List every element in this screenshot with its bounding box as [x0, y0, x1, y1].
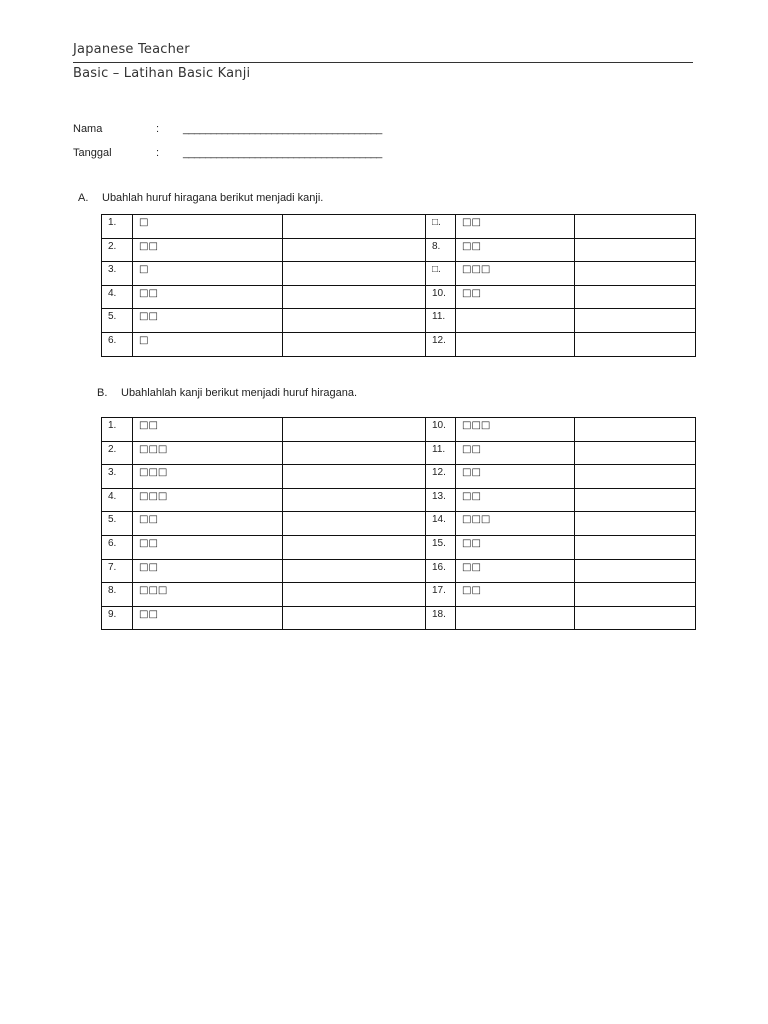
- section-a-instruction: [78, 192, 323, 204]
- item-number: 6.: [102, 332, 133, 356]
- item-number: 13.: [426, 488, 456, 512]
- answer-cell[interactable]: [575, 309, 696, 333]
- item-prompt: □□: [456, 465, 575, 489]
- item-number: 9.: [102, 606, 133, 630]
- item-number: 8.: [426, 238, 456, 262]
- item-number: 10.: [426, 285, 456, 309]
- item-prompt: □□: [456, 215, 575, 239]
- date-colon: :: [156, 147, 160, 159]
- item-prompt: □□: [456, 238, 575, 262]
- table-row: [102, 262, 696, 286]
- answer-cell[interactable]: [575, 535, 696, 559]
- table-row: [102, 332, 696, 356]
- item-number: 10.: [426, 418, 456, 442]
- table-row: [102, 215, 696, 239]
- section-a-letter: A.: [78, 192, 89, 204]
- item-prompt: □□□: [456, 262, 575, 286]
- item-prompt: □: [133, 332, 283, 356]
- answer-cell[interactable]: [575, 418, 696, 442]
- answer-cell[interactable]: [283, 285, 426, 309]
- item-prompt: □□: [456, 488, 575, 512]
- name-colon: :: [156, 123, 160, 135]
- item-number: 14.: [426, 512, 456, 536]
- answer-cell[interactable]: [575, 583, 696, 607]
- answer-cell[interactable]: [283, 262, 426, 286]
- section-b-text: Ubahlahlah kanji berikut menjadi huruf hiragana.: [121, 387, 358, 399]
- answer-cell[interactable]: [575, 285, 696, 309]
- document-title: Japanese Teacher: [73, 42, 190, 57]
- item-prompt: □□: [456, 583, 575, 607]
- section-b-letter: B.: [97, 387, 108, 399]
- answer-cell[interactable]: [283, 332, 426, 356]
- item-prompt: [456, 332, 575, 356]
- answer-cell[interactable]: [283, 512, 426, 536]
- answer-cell[interactable]: [283, 465, 426, 489]
- answer-cell[interactable]: [283, 606, 426, 630]
- answer-cell[interactable]: [283, 238, 426, 262]
- item-number: 11.: [426, 309, 456, 333]
- answer-cell[interactable]: [283, 215, 426, 239]
- item-number: 3.: [102, 262, 133, 286]
- item-number: □.: [426, 262, 456, 286]
- item-prompt: □□: [133, 559, 283, 583]
- table-row: [102, 535, 696, 559]
- table-row: [102, 512, 696, 536]
- answer-cell[interactable]: [283, 488, 426, 512]
- answer-cell[interactable]: [575, 262, 696, 286]
- item-number: 12.: [426, 332, 456, 356]
- item-number: 4.: [102, 488, 133, 512]
- item-prompt: □: [133, 262, 283, 286]
- table-row: [102, 465, 696, 489]
- answer-cell[interactable]: [575, 215, 696, 239]
- answer-cell[interactable]: [283, 535, 426, 559]
- item-prompt: □□: [133, 606, 283, 630]
- item-number: 3.: [102, 465, 133, 489]
- date-blank-line[interactable]: ____________________________________: [183, 147, 382, 159]
- item-prompt: [456, 309, 575, 333]
- item-prompt: □□: [133, 418, 283, 442]
- table-row: [102, 606, 696, 630]
- item-prompt: □□: [133, 309, 283, 333]
- item-number: 1.: [102, 418, 133, 442]
- item-number: 7.: [102, 559, 133, 583]
- item-number: 2.: [102, 441, 133, 465]
- item-prompt: □□: [456, 535, 575, 559]
- item-number: 18.: [426, 606, 456, 630]
- item-number: 15.: [426, 535, 456, 559]
- item-number: 1.: [102, 215, 133, 239]
- document-subtitle: Basic – Latihan Basic Kanji: [73, 66, 251, 81]
- item-number: 8.: [102, 583, 133, 607]
- section-b-instruction: [97, 387, 357, 399]
- answer-cell[interactable]: [283, 418, 426, 442]
- item-number: 4.: [102, 285, 133, 309]
- item-number: 11.: [426, 441, 456, 465]
- item-prompt: □□□: [133, 465, 283, 489]
- section-b-table: [101, 417, 696, 630]
- table-row: [102, 309, 696, 333]
- item-prompt: □: [133, 215, 283, 239]
- answer-cell[interactable]: [283, 559, 426, 583]
- item-number: 2.: [102, 238, 133, 262]
- item-prompt: [456, 606, 575, 630]
- table-row: [102, 488, 696, 512]
- item-prompt: □□□: [456, 512, 575, 536]
- answer-cell[interactable]: [575, 606, 696, 630]
- answer-cell[interactable]: [575, 488, 696, 512]
- section-a-text: Ubahlah huruf hiragana berikut menjadi kanji.: [102, 192, 324, 204]
- section-a-table: [101, 214, 696, 357]
- answer-cell[interactable]: [283, 583, 426, 607]
- item-prompt: □□□: [133, 488, 283, 512]
- answer-cell[interactable]: [575, 465, 696, 489]
- answer-cell[interactable]: [575, 332, 696, 356]
- item-prompt: □□□: [456, 418, 575, 442]
- item-number: 16.: [426, 559, 456, 583]
- table-row: [102, 238, 696, 262]
- item-prompt: □□: [456, 441, 575, 465]
- item-number: 12.: [426, 465, 456, 489]
- header-divider: [73, 62, 693, 63]
- table-row: [102, 285, 696, 309]
- item-number: 5.: [102, 512, 133, 536]
- item-prompt: □□: [456, 285, 575, 309]
- item-prompt: □□: [133, 238, 283, 262]
- item-prompt: □□: [133, 285, 283, 309]
- item-prompt: □□□: [133, 583, 283, 607]
- table-row: [102, 441, 696, 465]
- item-prompt: □□: [133, 512, 283, 536]
- answer-cell[interactable]: [283, 441, 426, 465]
- answer-cell[interactable]: [575, 512, 696, 536]
- answer-cell[interactable]: [283, 309, 426, 333]
- item-prompt: □□: [133, 535, 283, 559]
- table-row: [102, 583, 696, 607]
- name-label: Nama: [73, 123, 103, 135]
- table-row: [102, 559, 696, 583]
- item-number: □.: [426, 215, 456, 239]
- answer-cell[interactable]: [575, 559, 696, 583]
- name-blank-line[interactable]: ____________________________________: [183, 123, 382, 135]
- table-row: [102, 418, 696, 442]
- item-number: 6.: [102, 535, 133, 559]
- item-prompt: □□: [456, 559, 575, 583]
- date-label: Tanggal: [73, 147, 112, 159]
- answer-cell[interactable]: [575, 441, 696, 465]
- item-number: 5.: [102, 309, 133, 333]
- answer-cell[interactable]: [575, 238, 696, 262]
- item-number: 17.: [426, 583, 456, 607]
- item-prompt: □□□: [133, 441, 283, 465]
